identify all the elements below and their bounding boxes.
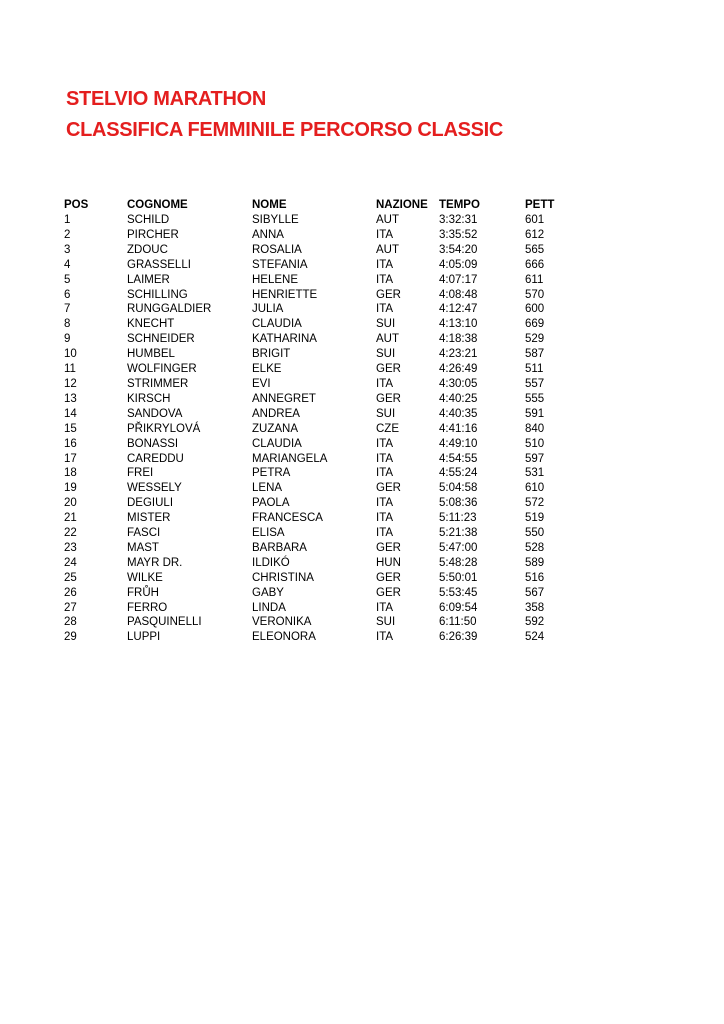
results-body (64, 213, 575, 645)
table-row (64, 586, 575, 601)
cell-tempo: 6:11:50 (439, 616, 477, 629)
cell-pett: 610 (525, 482, 545, 495)
cell-tempo: 4:41:16 (439, 422, 478, 435)
table-row (64, 228, 575, 243)
cell-nome: HELENE (252, 273, 299, 286)
table-row (64, 601, 575, 616)
cell-nazione: ITA (376, 527, 394, 540)
results-table (64, 197, 575, 645)
cell-cognome: WILKE (127, 571, 163, 584)
cell-nazione: ITA (376, 631, 394, 644)
cell-nome: ELKE (252, 363, 282, 376)
cell-pos: 15 (64, 422, 77, 435)
cell-pos: 22 (64, 527, 77, 540)
cell-nome: STEFANIA (252, 258, 308, 271)
table-row (64, 243, 575, 258)
cell-cognome: PIRCHER (127, 228, 179, 241)
column-header-nazione: NAZIONE (376, 198, 428, 211)
cell-nazione: ITA (376, 258, 394, 271)
cell-pos: 9 (64, 333, 71, 346)
table-row (64, 481, 575, 496)
cell-pett: 587 (525, 348, 545, 361)
cell-nazione: ITA (376, 273, 394, 286)
cell-nazione: GER (376, 482, 401, 495)
cell-tempo: 4:12:47 (439, 303, 478, 316)
cell-tempo: 5:04:58 (439, 482, 478, 495)
cell-pos: 27 (64, 601, 77, 614)
cell-pett: 567 (525, 586, 545, 599)
cell-pett: 557 (525, 377, 545, 390)
table-row (64, 362, 575, 377)
cell-tempo: 5:48:28 (439, 556, 478, 569)
cell-nazione: AUT (376, 333, 399, 346)
cell-nazione: GER (376, 541, 401, 554)
cell-tempo: 6:09:54 (439, 601, 478, 614)
cell-cognome: ZDOUC (127, 243, 168, 256)
table-row (64, 526, 575, 541)
cell-pos: 18 (64, 467, 77, 480)
table-row (64, 541, 575, 556)
cell-tempo: 4:08:48 (439, 288, 478, 301)
cell-pos: 12 (64, 377, 77, 390)
table-row (64, 422, 575, 437)
table-row (64, 347, 575, 362)
cell-tempo: 4:13:10 (439, 318, 478, 331)
cell-cognome: FERRO (127, 601, 168, 614)
cell-nazione: GER (376, 392, 401, 405)
cell-nome: SIBYLLE (252, 214, 299, 226)
cell-pett: 612 (525, 228, 545, 241)
cell-cognome: MAST (127, 541, 159, 554)
cell-tempo: 5:11:23 (439, 512, 477, 525)
cell-nome: CHRISTINA (252, 571, 314, 584)
cell-pett: 524 (525, 631, 545, 644)
cell-pos: 3 (64, 243, 71, 256)
cell-tempo: 3:54:20 (439, 243, 478, 256)
cell-nazione: ITA (376, 303, 394, 316)
cell-tempo: 4:30:05 (439, 377, 478, 390)
cell-nome: PAOLA (252, 497, 290, 510)
cell-tempo: 3:32:31 (439, 214, 478, 226)
cell-cognome: KIRSCH (127, 392, 171, 405)
column-header-nome: NOME (252, 198, 287, 211)
cell-pos: 16 (64, 437, 77, 450)
cell-pett: 516 (525, 571, 545, 584)
cell-nome: ANNA (252, 228, 284, 241)
cell-tempo: 4:05:09 (439, 258, 478, 271)
cell-nazione: AUT (376, 243, 399, 256)
cell-tempo: 6:26:39 (439, 631, 478, 644)
cell-pos: 8 (64, 318, 71, 331)
cell-nome: CLAUDIA (252, 437, 302, 450)
cell-nome: EVI (252, 377, 271, 390)
cell-nome: KATHARINA (252, 333, 317, 346)
cell-pos: 14 (64, 407, 77, 420)
table-row (64, 407, 575, 422)
cell-cognome: KNECHT (127, 318, 175, 331)
cell-nome: ZUZANA (252, 422, 298, 435)
cell-nome: GABY (252, 586, 284, 599)
cell-nome: LINDA (252, 601, 286, 614)
cell-pos: 23 (64, 541, 77, 554)
cell-cognome: WESSELY (127, 482, 182, 495)
cell-nazione: ITA (376, 512, 394, 525)
cell-cognome: LUPPI (127, 631, 161, 644)
cell-nazione: GER (376, 571, 401, 584)
cell-pett: 531 (525, 467, 545, 480)
cell-pett: 611 (525, 273, 544, 286)
cell-cognome: SCHILD (127, 214, 170, 226)
cell-cognome: SCHNEIDER (127, 333, 195, 346)
cell-pett: 555 (525, 392, 545, 405)
cell-nome: ILDIKÓ (252, 556, 290, 569)
cell-cognome: MISTER (127, 512, 171, 525)
column-header-pett: PETT (525, 198, 555, 211)
cell-pos: 21 (64, 512, 77, 525)
cell-tempo: 5:50:01 (439, 571, 478, 584)
cell-pett: 591 (525, 407, 545, 420)
cell-tempo: 4:49:10 (439, 437, 478, 450)
cell-tempo: 4:54:55 (439, 452, 478, 465)
cell-nazione: ITA (376, 377, 394, 390)
table-row (64, 630, 575, 645)
cell-cognome: PASQUINELLI (127, 616, 202, 629)
cell-cognome: GRASSELLI (127, 258, 191, 271)
cell-nome: PETRA (252, 467, 291, 480)
cell-pett: 592 (525, 616, 545, 629)
cell-nazione: AUT (376, 214, 399, 226)
table-header-row (64, 197, 575, 213)
table-row (64, 452, 575, 467)
cell-tempo: 5:08:36 (439, 497, 478, 510)
cell-pos: 7 (64, 303, 71, 316)
table-row (64, 437, 575, 452)
cell-pos: 26 (64, 586, 77, 599)
table-row (64, 511, 575, 526)
cell-pos: 2 (64, 228, 71, 241)
cell-nazione: SUI (376, 348, 396, 361)
cell-cognome: DEGIULI (127, 497, 174, 510)
cell-tempo: 4:18:38 (439, 333, 478, 346)
cell-pett: 519 (525, 512, 545, 525)
cell-nome: ROSALIA (252, 243, 302, 256)
cell-pett: 528 (525, 541, 545, 554)
cell-pett: 529 (525, 333, 545, 346)
table-row (64, 332, 575, 347)
cell-nazione: ITA (376, 228, 394, 241)
cell-pos: 19 (64, 482, 77, 495)
cell-nazione: GER (376, 363, 401, 376)
cell-tempo: 5:53:45 (439, 586, 478, 599)
table-row (64, 556, 575, 571)
cell-cognome: HUMBEL (127, 348, 175, 361)
table-row (64, 288, 575, 303)
cell-pett: 597 (525, 452, 545, 465)
cell-tempo: 4:40:35 (439, 407, 478, 420)
table-row (64, 213, 575, 228)
cell-nazione: CZE (376, 422, 399, 435)
cell-pett: 666 (525, 258, 545, 271)
cell-nome: ANNEGRET (252, 392, 316, 405)
cell-pos: 17 (64, 452, 77, 465)
column-header-tempo: TEMPO (439, 198, 480, 211)
cell-nazione: SUI (376, 318, 396, 331)
cell-tempo: 4:26:49 (439, 363, 478, 376)
cell-pett: 570 (525, 288, 545, 301)
cell-tempo: 5:47:00 (439, 541, 478, 554)
cell-cognome: STRIMMER (127, 377, 189, 390)
cell-cognome: BONASSI (127, 437, 179, 450)
cell-pett: 600 (525, 303, 545, 316)
cell-tempo: 4:55:24 (439, 467, 478, 480)
cell-nome: ELISA (252, 527, 285, 540)
cell-pos: 20 (64, 497, 77, 510)
cell-nazione: HUN (376, 556, 401, 569)
cell-pett: 840 (525, 422, 545, 435)
cell-pett: 510 (525, 437, 545, 450)
cell-tempo: 4:40:25 (439, 392, 478, 405)
cell-pett: 669 (525, 318, 545, 331)
cell-nazione: ITA (376, 452, 394, 465)
cell-pett: 511 (525, 363, 544, 376)
cell-tempo: 4:07:17 (439, 273, 478, 286)
cell-cognome: CAREDDU (127, 452, 184, 465)
cell-tempo: 5:21:38 (439, 527, 478, 540)
cell-nome: MARIANGELA (252, 452, 328, 465)
cell-nazione: SUI (376, 407, 396, 420)
cell-cognome: RUNGGALDIER (127, 303, 212, 316)
table-row (64, 466, 575, 481)
table-row (64, 615, 575, 630)
table-row (64, 377, 575, 392)
table-row (64, 571, 575, 586)
cell-cognome: FREI (127, 467, 154, 480)
table-row (64, 302, 575, 317)
cell-nazione: ITA (376, 601, 394, 614)
table-row (64, 392, 575, 407)
cell-pos: 25 (64, 571, 77, 584)
cell-pos: 24 (64, 556, 77, 569)
cell-nome: CLAUDIA (252, 318, 302, 331)
cell-pos: 11 (64, 363, 76, 376)
cell-pett: 572 (525, 497, 545, 510)
cell-nazione: GER (376, 288, 401, 301)
cell-nome: JULIA (252, 303, 284, 316)
cell-pett: 601 (525, 214, 545, 226)
cell-pos: 1 (64, 214, 71, 226)
cell-nome: VERONIKA (252, 616, 312, 629)
cell-tempo: 3:35:52 (439, 228, 478, 241)
cell-nazione: ITA (376, 437, 394, 450)
cell-cognome: FRŮH (127, 586, 159, 599)
cell-nome: FRANCESCA (252, 512, 323, 525)
document-subtitle: CLASSIFICA FEMMINILE PERCORSO CLASSIC (66, 119, 504, 141)
cell-pett: 565 (525, 243, 545, 256)
cell-cognome: PŘIKRYLOVÁ (127, 422, 201, 435)
cell-nome: HENRIETTE (252, 288, 318, 301)
cell-pett: 550 (525, 527, 545, 540)
column-header-cognome: COGNOME (127, 198, 188, 211)
table-row (64, 273, 575, 288)
cell-nazione: SUI (376, 616, 396, 629)
cell-nome: ELEONORA (252, 631, 316, 644)
cell-pos: 13 (64, 392, 77, 405)
cell-cognome: SANDOVA (127, 407, 183, 420)
cell-cognome: WOLFINGER (127, 363, 197, 376)
cell-cognome: MAYR DR. (127, 556, 183, 569)
cell-nazione: ITA (376, 467, 394, 480)
cell-nome: BRIGIT (252, 348, 291, 361)
column-header-pos: POS (64, 198, 89, 211)
cell-pos: 5 (64, 273, 71, 286)
cell-nazione: ITA (376, 497, 394, 510)
cell-tempo: 4:23:21 (439, 348, 478, 361)
cell-pett: 589 (525, 556, 545, 569)
cell-nazione: GER (376, 586, 401, 599)
cell-nome: ANDREA (252, 407, 300, 420)
cell-pos: 28 (64, 616, 77, 629)
cell-pett: 358 (525, 601, 545, 614)
cell-pos: 6 (64, 288, 71, 301)
cell-cognome: SCHILLING (127, 288, 188, 301)
cell-pos: 4 (64, 258, 71, 271)
cell-cognome: FASCI (127, 527, 161, 540)
table-row (64, 317, 575, 332)
table-row (64, 496, 575, 511)
document-title: STELVIO MARATHON (66, 88, 267, 110)
cell-nome: BARBARA (252, 541, 307, 554)
cell-nome: LENA (252, 482, 283, 495)
cell-pos: 10 (64, 348, 77, 361)
table-row (64, 258, 575, 273)
cell-pos: 29 (64, 631, 77, 644)
cell-cognome: LAIMER (127, 273, 170, 286)
